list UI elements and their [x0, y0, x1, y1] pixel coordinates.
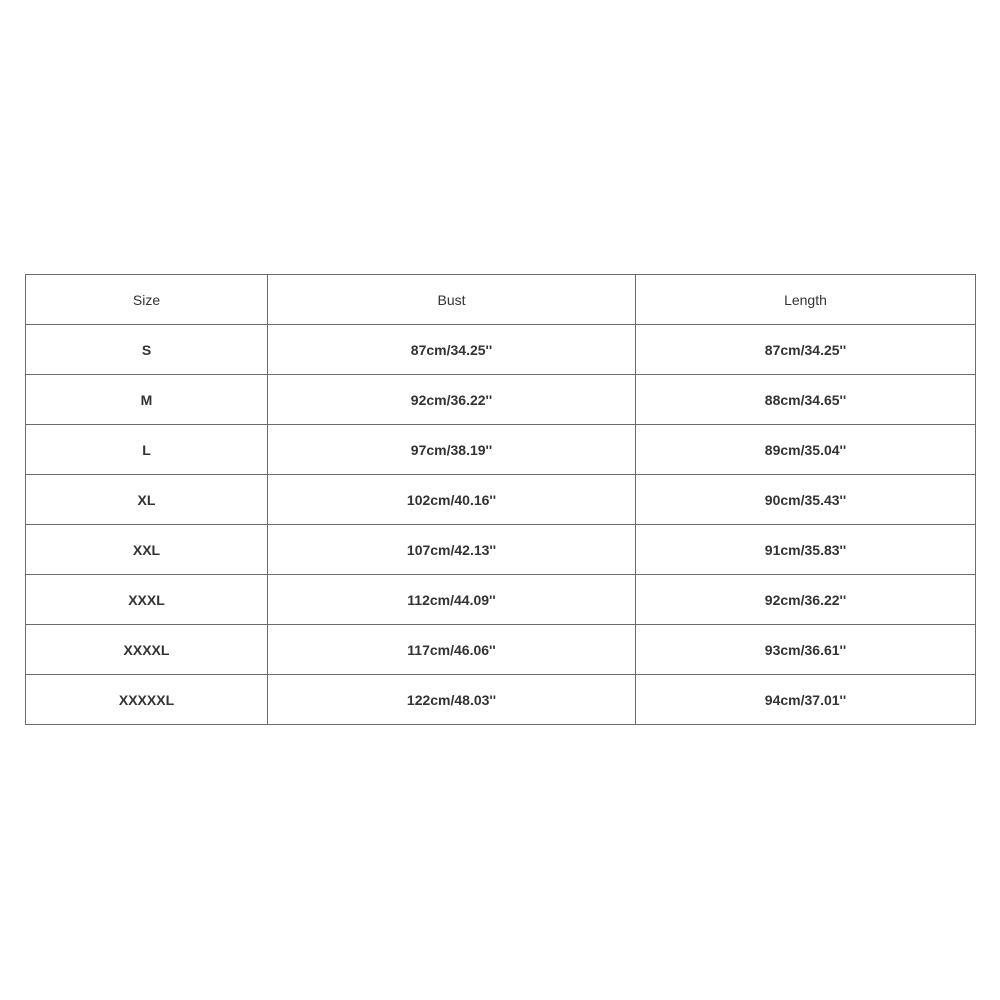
length-cell: 87cm/34.25'' [636, 325, 976, 375]
size-column-header: Size [26, 275, 268, 325]
length-cell: 90cm/35.43'' [636, 475, 976, 525]
bust-cell: 112cm/44.09'' [268, 575, 636, 625]
size-cell: XXL [26, 525, 268, 575]
table-row [26, 575, 976, 625]
bust-column-header: Bust [268, 275, 636, 325]
length-cell: 88cm/34.65'' [636, 375, 976, 425]
length-cell: 91cm/35.83'' [636, 525, 976, 575]
bust-cell: 117cm/46.06'' [268, 625, 636, 675]
length-column-header: Length [636, 275, 976, 325]
size-chart-table [25, 274, 976, 725]
bust-cell: 92cm/36.22'' [268, 375, 636, 425]
length-cell: 94cm/37.01'' [636, 675, 976, 725]
table-row [26, 325, 976, 375]
table-row [26, 525, 976, 575]
size-cell: XXXXXL [26, 675, 268, 725]
bust-cell: 107cm/42.13'' [268, 525, 636, 575]
size-cell: L [26, 425, 268, 475]
bust-cell: 97cm/38.19'' [268, 425, 636, 475]
size-cell: XXXXL [26, 625, 268, 675]
table-row [26, 625, 976, 675]
length-cell: 89cm/35.04'' [636, 425, 976, 475]
bust-cell: 87cm/34.25'' [268, 325, 636, 375]
table-row [26, 425, 976, 475]
size-cell: XXXL [26, 575, 268, 625]
table-row [26, 375, 976, 425]
bust-cell: 102cm/40.16'' [268, 475, 636, 525]
bust-cell: 122cm/48.03'' [268, 675, 636, 725]
table-header-row [26, 275, 976, 325]
size-cell: XL [26, 475, 268, 525]
length-cell: 92cm/36.22'' [636, 575, 976, 625]
size-cell: M [26, 375, 268, 425]
table-row [26, 475, 976, 525]
size-cell: S [26, 325, 268, 375]
length-cell: 93cm/36.61'' [636, 625, 976, 675]
table-row [26, 675, 976, 725]
